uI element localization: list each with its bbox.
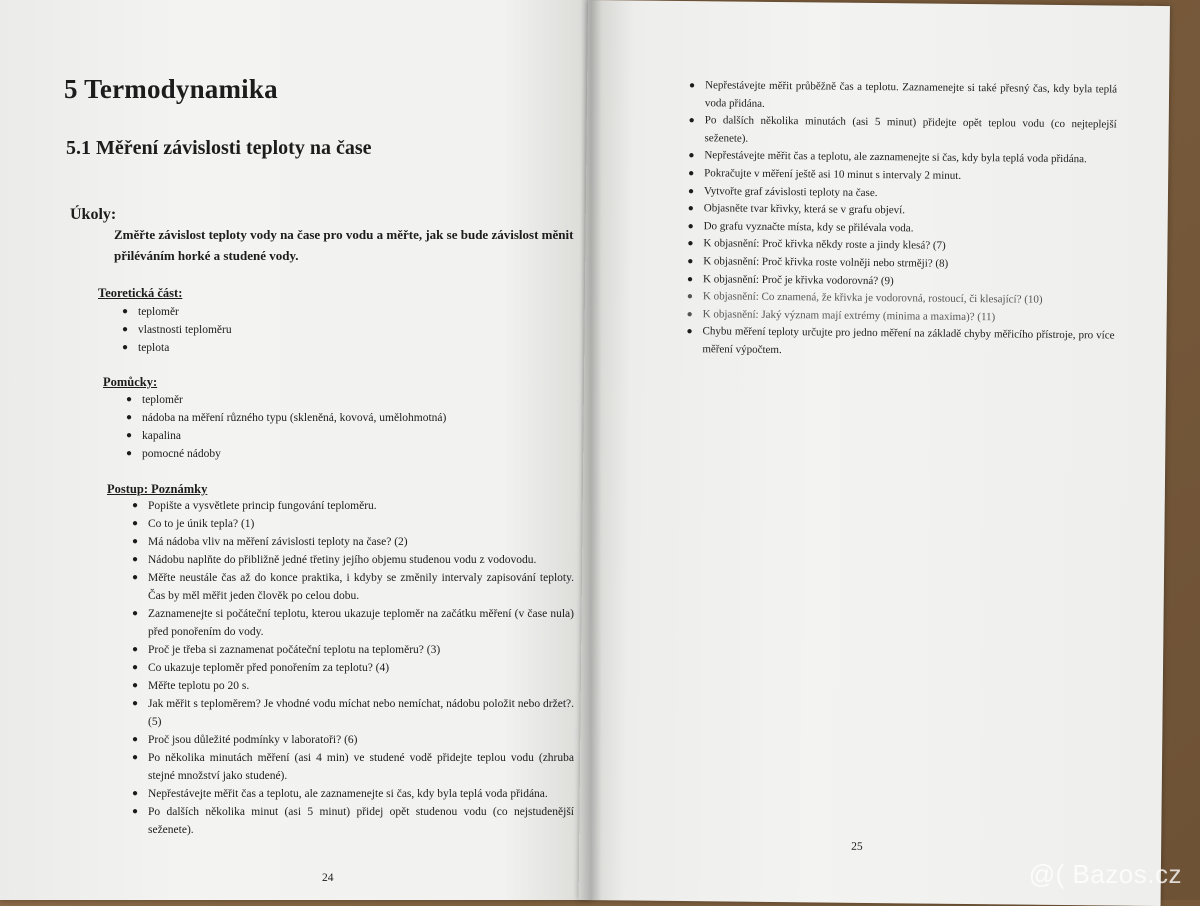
tools-heading: Pomůcky: <box>103 375 158 389</box>
bullet-icon: ● <box>131 554 139 565</box>
bullet-icon: ● <box>686 326 693 338</box>
bullet-icon: ● <box>688 115 695 127</box>
bullet-icon: ● <box>125 448 133 459</box>
bullet-icon: ● <box>131 572 139 583</box>
left-page <box>0 0 592 900</box>
theory-heading: Teoretická část: <box>98 286 183 300</box>
bullet-icon: ● <box>131 500 139 511</box>
chapter-title: 5 Termodynamika <box>64 74 278 104</box>
bullet-icon: ● <box>121 324 129 335</box>
bullet-icon: ● <box>687 255 694 268</box>
list-item: ● K objasnění: Co znamená, že křivka je vodorovná, rostoucí, či klesající? (10) <box>683 288 1115 310</box>
procedure-list <box>128 497 574 839</box>
bullet-icon: ● <box>686 273 694 285</box>
list-item: ● K objasnění: Proč je křivka vodorovná? (9) <box>683 271 1115 293</box>
bullet-icon: ● <box>686 291 693 303</box>
section-title: 5.1 Měření závislosti teploty na čase <box>66 137 372 159</box>
list-item: ● Objasněte tvar křivky, která se v grafu objeví. <box>684 200 1116 222</box>
list-item: ● Nepřestávejte měřit čas a teplotu, ale zaznamenejte si čas, kdy byla teplá voda přidána. <box>128 785 574 803</box>
bullet-icon: ● <box>125 430 133 441</box>
list-item: ● Nepřestávejte měřit průběžně čas a teplotu. Zaznamenejte si také přesný čas, kdy byla teplá voda přidána. <box>685 77 1117 117</box>
bullet-icon: ● <box>131 698 139 709</box>
bullet-icon: ● <box>687 203 694 215</box>
list-item: ● Proč je třeba si zaznamenat počáteční teplotu na teploměru? (3) <box>128 641 574 659</box>
watermark-logo: @( Bazos.cz <box>1028 859 1182 889</box>
bullet-icon: ● <box>125 412 133 423</box>
tasks-text: Změřte závislost teploty vody na čase pro vodu a měřte, jak se bude závislost měnit přiléváním horké a studené vody. <box>114 227 574 263</box>
list-item: ● Po dalších několika minut (asi 5 minut) přidej opět studenou vodu (co nejstudenější seženete). <box>128 803 574 839</box>
page-number-right: 25 <box>851 840 863 853</box>
list-item: ● Jak měřit s teploměrem? Je vhodné vodu míchat nebo nemíchat, nádobu položit nebo držet?.(5) <box>128 695 574 731</box>
bullet-icon: ● <box>687 220 694 232</box>
bullet-icon: ● <box>131 680 139 691</box>
bullet-icon: ● <box>686 308 693 320</box>
tools-list <box>122 391 552 463</box>
bullet-icon: ● <box>121 342 129 353</box>
list-item: ● Má nádoba vliv na měření závislosti teploty na čase? (2) <box>128 533 574 551</box>
list-item: ● teploměr <box>118 303 538 321</box>
list-item: ● Nádobu naplňte do přibližně jedné třetiny jejího objemu studenou vodu z vodovodu. <box>128 551 574 569</box>
right-procedure-list <box>682 77 1117 363</box>
bullet-icon: ● <box>121 306 129 317</box>
list-item: ● Co to je únik tepla? (1) <box>128 515 574 533</box>
bullet-icon: ● <box>689 80 696 92</box>
list-item: ● nádoba na měření různého typu (skleněná, kovová, umělohmotná) <box>122 409 552 427</box>
list-item: ● Chybu měření teploty určujte pro jedno měření na základě chyby měřicího přístroje, pro více měření výpočtem. <box>682 323 1114 363</box>
right-page <box>579 0 1170 906</box>
book-gutter-shadow <box>580 0 602 900</box>
bullet-icon: ● <box>687 185 695 197</box>
list-item: ● pomocné nádoby <box>122 445 552 463</box>
list-item: ● Co ukazuje teploměr před ponořením za teplotu? (4) <box>128 659 574 677</box>
theory-list <box>118 303 538 357</box>
bullet-icon: ● <box>131 734 139 745</box>
bullet-icon: ● <box>125 394 133 405</box>
list-item: ● Měřte teplotu po 20 s. <box>128 677 574 695</box>
list-item: ● teplota <box>118 339 538 357</box>
list-item: ● Po dalších několika minutách (asi 5 minut) přidejte opět teplou vodu (co nejteplejší seženete). <box>684 112 1116 152</box>
bullet-icon: ● <box>131 662 139 673</box>
list-item: ● Do grafu vyznačte místa, kdy se přilévala voda. <box>684 218 1116 240</box>
list-item: ● vlastnosti teploměru <box>118 321 538 339</box>
list-item: ● Proč jsou důležité podmínky v laboratoři? (6) <box>128 731 574 749</box>
bullet-icon: ● <box>131 788 139 799</box>
list-item: ● kapalina <box>122 427 552 445</box>
list-item: ● Zaznamenejte si počáteční teplotu, kterou ukazuje teploměr na začátku měření (v čase nula) před ponořením do vody. <box>128 605 574 641</box>
bullet-icon: ● <box>688 150 695 162</box>
bullet-icon: ● <box>688 168 695 180</box>
bullet-icon: ● <box>131 806 139 817</box>
bullet-icon: ● <box>131 752 139 763</box>
list-item: ● teploměr <box>122 391 552 409</box>
bullet-icon: ● <box>131 536 139 547</box>
procedure-heading: Postup: Poznámky <box>107 482 208 496</box>
bullet-icon: ● <box>131 518 139 529</box>
tasks-heading: Úkoly: <box>70 206 117 223</box>
list-item: ● Po několika minutách měření (asi 4 min) ve studené vodě přidejte teplou vodu (zhruba stejné množství jako studené). <box>128 749 574 785</box>
page-number-left: 24 <box>322 872 334 884</box>
list-item: ● Popište a vysvětlete princip fungování teploměru. <box>128 497 574 515</box>
bullet-icon: ● <box>131 644 139 655</box>
list-item: ● Vytvořte graf závislosti teploty na čase. <box>684 183 1116 205</box>
list-item: ● Měřte neustále čas až do konce praktika, i kdyby se změnily intervaly zapisování teploty. Čas by měl měřit jeden člověk po celou dobu. <box>128 569 574 605</box>
bullet-icon: ● <box>131 608 139 619</box>
list-item: ● Nepřestávejte měřit čas a teplotu, ale zaznamenejte si čas, kdy byla teplá voda přidána. <box>684 147 1116 169</box>
list-item: ● K objasnění: Proč křivka někdy roste a jindy klesá? (7) <box>683 235 1115 257</box>
list-item: ● K objasnění: Jaký význam mají extrémy (minima a maxima)? (11) <box>683 306 1115 328</box>
bullet-icon: ● <box>687 238 694 250</box>
list-item: ● K objasnění: Proč křivka roste volněji nebo strměji? (8) <box>683 253 1115 275</box>
list-item: ● Pokračujte v měření ještě asi 10 minut s intervaly 2 minut. <box>684 165 1116 187</box>
